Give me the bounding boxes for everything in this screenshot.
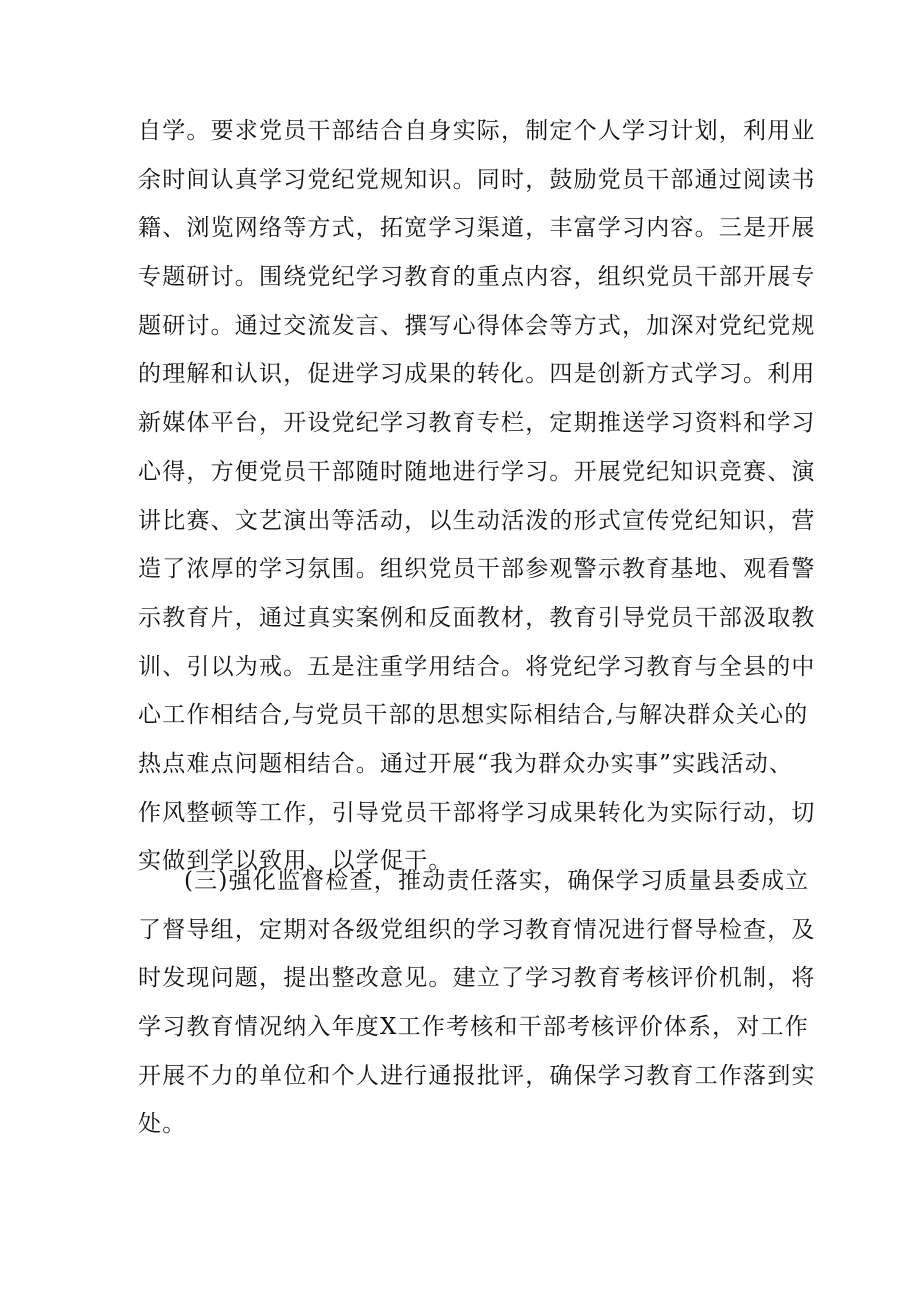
text-line: 示教育片，通过真实案例和反面教材，教育引导党员干部汲取教 (138, 604, 816, 631)
text-line: 余时间认真学习党纪党规知识。同时，鼓励党员干部通过阅读书 (138, 166, 816, 193)
text-line: 热点难点问题相结合。通过开展“我为群众办实事”实践活动、 (138, 750, 794, 777)
text-line: 心工作相结合,与党员干部的思想实际相结合,与解决群众关心的 (138, 702, 809, 729)
body-paragraph-2 (138, 857, 816, 1149)
text-line: 新媒体平台，开设党纪学习教育专栏，定期推送学习资料和学习 (138, 410, 816, 437)
section-heading-line: (三)强化监督检查，推动责任落实，确保学习质量县委成立 (184, 868, 810, 894)
text-line: 的理解和认识，促进学习成果的转化。四是创新方式学习。利用 (138, 361, 816, 388)
text-line: 专题研讨。围绕党纪学习教育的重点内容，组织党员干部开展专 (138, 264, 816, 291)
text-line: 开展不力的单位和个人进行通报批评，确保学习教育工作落到实 (138, 1062, 816, 1089)
text-line: 学习教育情况纳入年度X工作考核和干部考核评价体系，对工作 (138, 1014, 809, 1041)
text-line: 时发现问题，提出整改意见。建立了学习教育考核评价机制，将 (138, 965, 816, 992)
text-line: 造了浓厚的学习氛围。组织党员干部参观警示教育基地、观看警 (138, 556, 816, 583)
text-line: 作风整顿等工作，引导党员干部将学习成果转化为实际行动，切 (138, 799, 816, 826)
text-line: 籍、浏览网络等方式，拓宽学习渠道，丰富学习内容。三是开展 (138, 215, 816, 242)
text-line: 处。 (138, 1111, 187, 1138)
text-line: 题研讨。通过交流发言、撰写心得体会等方式，加深对党纪党规 (138, 312, 816, 339)
body-paragraph-1 (138, 107, 816, 886)
text-line: 自学。要求党员干部结合自身实际，制定个人学习计划，利用业 (138, 118, 816, 144)
text-line: 实做到学以致用、以学促干。 (138, 848, 453, 875)
text-line: 心得，方便党员干部随时随地进行学习。开展党纪知识竞赛、演 (138, 458, 816, 485)
text-line: 讲比赛、文艺演出等活动，以生动活泼的形式宣传党纪知识，营 (138, 507, 816, 534)
text-line: 了督导组，定期对各级党组织的学习教育情况进行督导检查，及 (138, 916, 816, 943)
text-line: 训、引以为戒。五是注重学用结合。将党纪学习教育与全县的中 (138, 653, 816, 680)
